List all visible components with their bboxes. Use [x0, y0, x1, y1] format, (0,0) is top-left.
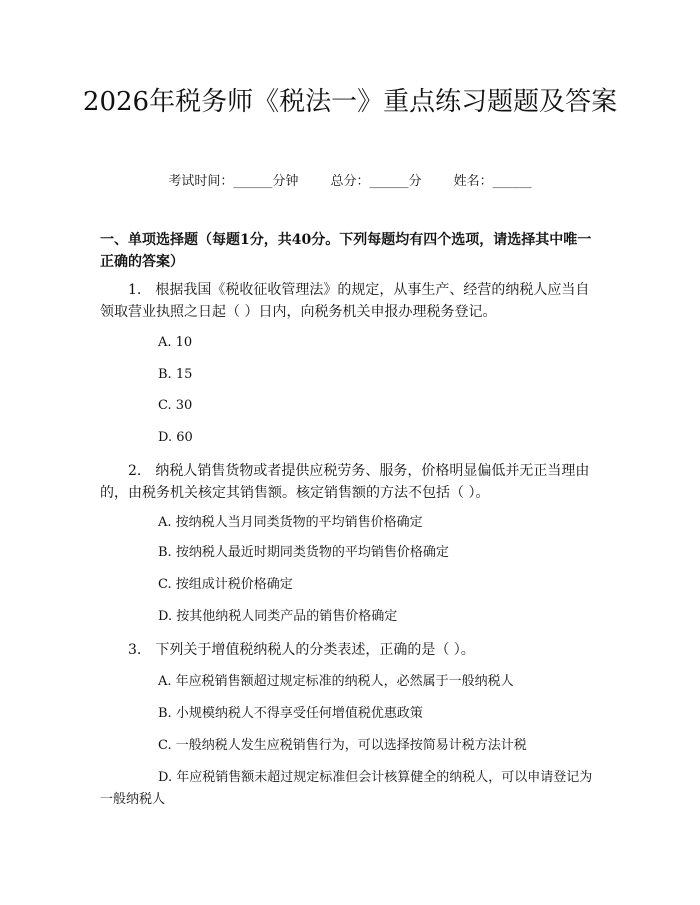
document-title: 2026年税务师《税法一》重点练习题题及答案: [82, 87, 618, 117]
question-2: 2. 纳税人销售货物或者提供应税劳务、服务，价格明显偏低并无正当理由的，由税务机关核定其销售额。核定销售额的方法不包括（ ）。: [100, 463, 590, 501]
exam-score: 总分：______分: [330, 174, 422, 189]
exam-name: 姓名：______: [453, 174, 532, 189]
question-1: 1. 根据我国《税收征收管理法》的规定，从事生产、经营的纳税人应当自领取营业执照之日起（ ）日内，向税务机关申报办理税务登记。: [100, 282, 590, 320]
question-3: 3. 下列关于增值税纳税人的分类表述，正确的是（ ）。: [128, 642, 475, 658]
exam-time: 考试时间：______分钟: [168, 174, 299, 189]
question-1-option-c: C. 30: [158, 398, 193, 413]
question-3-option-c: C. 一般纳税人发生应税销售行为，可以选择按简易计税方法计税: [158, 738, 527, 753]
exam-meta: [0, 170, 700, 189]
question-2-option-d: D. 按其他纳税人同类产品的销售价格确定: [158, 609, 398, 624]
question-2-option-b: B. 按纳税人最近时期同类货物的平均销售价格确定: [158, 545, 449, 560]
question-3-option-d: D. 年应税销售额未超过规定标准但会计核算健全的纳税人，可以申请登记为一般纳税人: [100, 770, 593, 807]
question-3-option-a: A. 年应税销售额超过规定标准的纳税人，必然属于一般纳税人: [158, 674, 514, 689]
question-2-option-a: A. 按纳税人当月同类货物的平均销售价格确定: [158, 515, 423, 530]
section-heading: 一、单项选择题（每题1分，共40分。下列每题均有四个选项，请选择其中唯一正确的答案）: [100, 232, 592, 270]
question-1-option-d: D. 60: [158, 430, 193, 445]
question-3-option-b: B. 小规模纳税人不得享受任何增值税优惠政策: [158, 706, 423, 721]
question-1-option-b: B. 15: [158, 367, 193, 382]
question-2-option-c: C. 按组成计税价格确定: [158, 577, 293, 592]
question-1-option-a: A. 10: [158, 335, 193, 350]
